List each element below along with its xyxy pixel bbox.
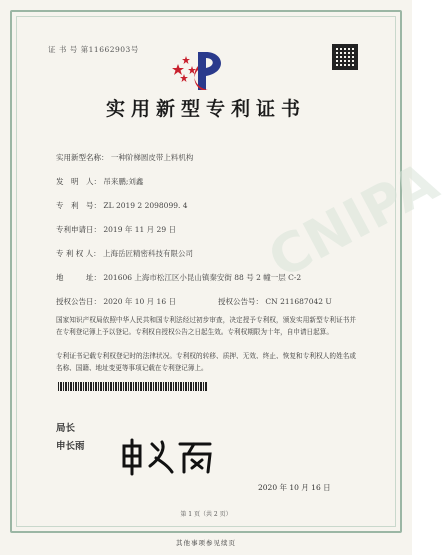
utility-model-name-label: 实用新型名称：: [56, 153, 109, 162]
grant-date-value: 2020 年 10 月 16 日: [103, 297, 176, 306]
patent-number-label: 专 利 号：: [56, 201, 101, 210]
issue-date: 2020 年 10 月 16 日: [258, 483, 331, 492]
director-signature-icon: [118, 436, 218, 476]
patent-number-value: ZL 2019 2 2098099. 4: [103, 201, 188, 210]
director-title-line-1: 局长: [56, 423, 76, 434]
grant-number-value: CN 211687042 U: [265, 297, 332, 306]
grant-date-row: [56, 296, 176, 307]
cnipa-watermark: CNIPA: [257, 150, 448, 291]
filing-date-row: [56, 224, 176, 235]
utility-model-name-row: [56, 152, 193, 163]
certificate-number: 证 书 号 第11662903号: [48, 45, 139, 54]
footer-note: 其他事项参见续页: [176, 539, 236, 547]
director-title-line-2: 申长雨: [56, 441, 85, 452]
inventor-label: 发 明 人：: [56, 177, 101, 186]
page-number: 第 1 页（共 2 页）: [180, 511, 232, 518]
utility-model-name-value: 一种阶梯圆皮带上料机构: [110, 153, 194, 162]
patentee-label: 专 利 权 人：: [56, 249, 101, 258]
certificate-paragraph-legal-status: 专利证书记载专利权登记时的法律状况。专利权的转移、质押、无效、终止、恢复和专利权人的姓名或名称、国籍、地址变更等事项记载在专利登记簿上。: [56, 352, 356, 372]
patentee-value: 上海岳匠精密科技有限公司: [103, 249, 194, 258]
patent-number-row: [56, 200, 188, 211]
grant-number-label: 授权公告号：: [218, 297, 263, 306]
certificate-paragraph-grant: 国家知识产权局依照中华人民共和国专利法经过初步审查，决定授予专利权，颁发实用新型专利证书并在专利登记簿上予以登记。专利权自授权公告之日起生效。专利权期限为十年，自申请日起算。: [56, 316, 356, 336]
cnipa-logo-icon: [172, 46, 232, 92]
filing-date-value: 2019 年 11 月 29 日: [103, 225, 176, 234]
certificate-title: 实用新型专利证书: [105, 98, 306, 120]
address-row: [56, 272, 301, 283]
address-value: 201606 上海市松江区小昆山镇秦安街 88 号 2 幢一层 C-2: [103, 273, 302, 282]
address-label: 地 址：: [56, 273, 101, 282]
filing-date-label: 专利申请日：: [56, 225, 101, 234]
qr-code-icon: [332, 44, 358, 70]
grant-number-row: [218, 296, 332, 307]
patentee-row: [56, 248, 193, 259]
inventor-row: [56, 176, 143, 187]
grant-date-label: 授权公告日：: [56, 297, 101, 306]
inventor-value: 吊来鹏;刘鑫: [103, 177, 144, 186]
barcode-icon: [58, 382, 208, 391]
